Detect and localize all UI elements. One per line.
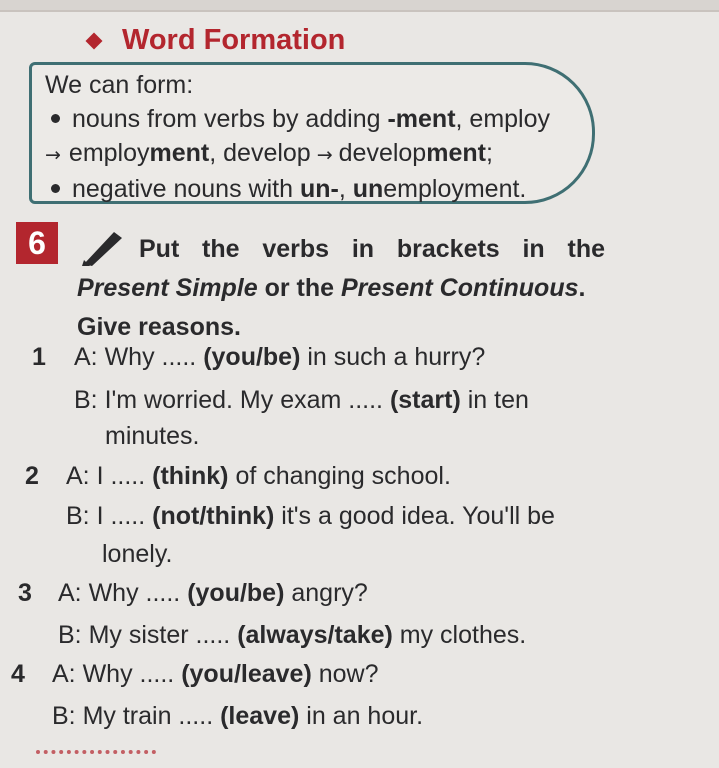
exercise-instruction bbox=[77, 230, 605, 347]
section-title: Word Formation bbox=[122, 24, 346, 56]
diamond-bullet-icon bbox=[86, 32, 103, 49]
section-heading bbox=[88, 24, 345, 57]
exercise-number: 6 bbox=[16, 222, 58, 264]
arrow-right-icon: → bbox=[316, 144, 333, 166]
item-line: B: I'm worried. My exam ..... (start) in ten bbox=[74, 386, 529, 414]
rule-intro: We can form: bbox=[45, 71, 194, 99]
instruction-line-3: Give reasons. bbox=[77, 313, 241, 341]
rule-line-1: nouns from verbs by adding -ment, employ bbox=[45, 102, 605, 136]
item-line: A: I ..... (think) of changing school. bbox=[66, 462, 451, 490]
item-line: B: My sister ..... (always/take) my clothes. bbox=[58, 621, 527, 649]
arrow-right-icon: → bbox=[45, 144, 61, 166]
rule-line-3: negative nouns with un-, unemployment. bbox=[45, 172, 605, 206]
item-line: minutes. bbox=[105, 422, 200, 450]
item-number: 3 bbox=[18, 579, 32, 607]
page-bottom-decoration bbox=[36, 750, 156, 768]
item-line: B: My train ..... (leave) in an hour. bbox=[52, 702, 424, 730]
bullet-icon bbox=[51, 114, 60, 123]
item-line: lonely. bbox=[102, 540, 173, 568]
instruction-line-1: Put the verbs in brackets in the bbox=[139, 235, 605, 263]
item-number: 4 bbox=[11, 660, 25, 688]
bullet-icon bbox=[51, 184, 60, 193]
rule-line-2: → employment, develop → development; bbox=[45, 139, 493, 167]
item-line: A: Why ..... (you/be) in such a hurry? bbox=[74, 343, 486, 371]
item-number: 1 bbox=[32, 343, 46, 371]
item-number: 2 bbox=[25, 462, 39, 490]
item-line: A: Why ..... (you/be) angry? bbox=[58, 579, 368, 607]
item-line: A: Why ..... (you/leave) now? bbox=[52, 660, 379, 688]
item-line: B: I ..... (not/think) it's a good idea. You'll be bbox=[66, 502, 555, 530]
page-top-edge bbox=[0, 0, 719, 12]
instruction-line-2: Present Simple or the Present Continuous. bbox=[77, 274, 586, 302]
rule-text bbox=[45, 68, 605, 206]
